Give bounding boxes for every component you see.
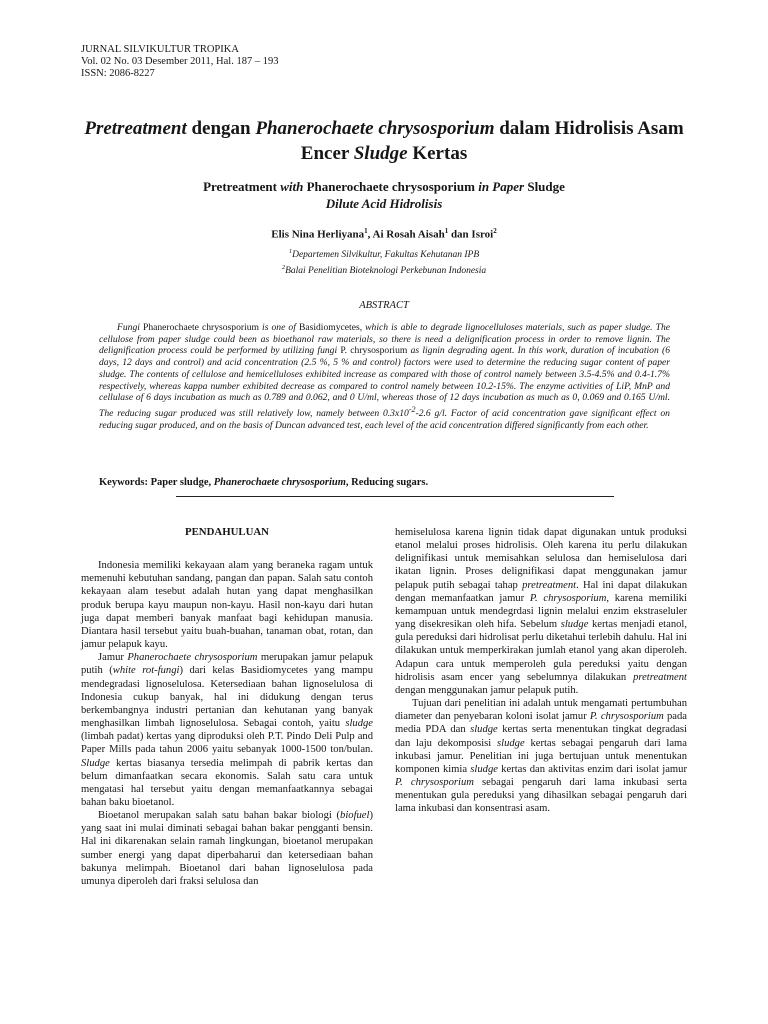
paragraph-text: pretreatment	[633, 671, 687, 683]
subtitle-part: Phanerochaete chrysosporium	[303, 179, 479, 194]
paragraph-text: sludge	[470, 763, 498, 775]
paragraph-text: , karena memiliki kemampuan untuk mendegrdasi lignin melalui enzim ekstraseluler yang disekresikan oleh hifa. Sebelum	[395, 592, 687, 631]
author-sup: 1	[444, 227, 449, 235]
author-list	[80, 227, 688, 241]
subtitle-part: Pretreatment	[203, 179, 281, 194]
paragraph	[81, 559, 373, 651]
abstract-body	[99, 322, 670, 432]
paper-subtitle	[80, 178, 688, 212]
title-part: dengan	[186, 118, 256, 139]
paragraph-text: white rot-fungi	[112, 665, 180, 677]
journal-name: JURNAL SILVIKULTUR TROPIKA	[81, 44, 239, 55]
abstract-text: Phanerochaete chrysosporium	[142, 322, 259, 333]
keyword: Paper sludge,	[148, 477, 214, 488]
abstract-text: , which is able to degrade lignocelluloses materials, such as paper sludge. The cellulose from paper sludge could been as bioethanol raw materials, so there is need a delignification process in order to remove lignin. The delignification process could be performed by utilizing fungi	[99, 322, 670, 357]
separator-rule	[176, 496, 614, 497]
paragraph-text: kertas dan aktivitas enzim dari isolat jamur	[497, 763, 687, 775]
subtitle-part: Dilute Acid Hidrolisis	[325, 196, 443, 211]
affiliation-text: Balai Penelitian Bioteknologi Perkebunan Indonesia	[285, 265, 487, 276]
section-heading: PENDAHULUAN	[185, 526, 269, 538]
keywords	[99, 477, 670, 488]
paragraph-text: kertas biasanya tersedia melimpah di pabrik kertas dan belum dimanfaatkan secara ekonomis. Salah satu cara untuk mengatasi hal tersebut yaitu dengan memanfaatkannya sebagai bahan baku bioetanol.	[81, 757, 373, 808]
affiliation	[80, 262, 688, 278]
keyword: , Reducing sugars.	[345, 477, 429, 488]
paragraph-text: (limbah padat) kertas yang diproduksi oleh P.T. Pindo Deli Pulp and Paper Mills pada tahun 2006 yaitu sebanyak 1000-1500 ton/bulan.	[81, 731, 373, 756]
paragraph	[395, 526, 687, 697]
paragraph-text: kertas serta menentukan tingkat degradasi dan laju dekomposisi	[395, 724, 688, 749]
paragraph-text: kertas sebagai pengaruh dari lama inkubasi jamur. Penelitian ini juga bertujuan untuk menentukan komponen kimia	[395, 737, 688, 775]
paragraph-text: pada media PDA dan	[395, 711, 687, 736]
author-name: Elis Nina Herliyana	[271, 228, 365, 241]
paragraph-text: biofuel	[340, 810, 370, 822]
affiliation-text: Departemen Silvikultur, Fakultas Kehutanan IPB	[292, 250, 480, 261]
subtitle-part: with	[280, 179, 304, 194]
author-name: , Ai Rosah Aisah	[367, 228, 445, 241]
abstract-text: as lignin degrading agent. In this work, duration of incubation (6 days, 12 days and control) and acid concentration (2.5 %, 5 % and control) factors were used to determine the reducing sugar content of paper sludge. The contents of cellulose and hemicelluloses exhibited increase as compared with those of control namely between 3.5-4.5% and 0.4-1.7% respectively, whereas kappa number exhibited decrease as compared to control namely between 10.2-15%. The enzyme activities of LiP, MnP and cellulase of 6 days incubation as much as 0.789 and 0.062, and 0 U/ml, whereas those of 12 days incubation as much as 0, 0.069 and 0.165 U/ml. The reducing sugar produced was still relatively low, namely between 0.3x10	[99, 345, 670, 420]
paragraph-text: . Hal ini dapat dilakukan dengan memanfaatkan jamur	[395, 579, 687, 604]
subtitle-line	[80, 195, 688, 212]
subtitle-line	[80, 178, 688, 195]
paragraph	[81, 809, 373, 888]
paragraph-text: Jamur	[98, 652, 128, 664]
paragraph-text: dengan menggunakan jamur pelapuk putih.	[395, 684, 579, 696]
paragraph-text: merupakan jamur pelapuk putih (	[81, 652, 373, 677]
left-column	[81, 526, 373, 888]
author-sup: 2	[493, 227, 497, 235]
abstract-heading: ABSTRACT	[359, 300, 409, 311]
affiliations	[80, 246, 688, 277]
paragraph-text: sludge	[560, 619, 589, 631]
title-part: dalam Hidrolisis Asam Encer	[300, 118, 684, 164]
abstract-text: Basidiomycetes	[298, 322, 360, 333]
paragraph-text: Bioetanol merupakan salah satu bahan bakar biologi (	[98, 810, 341, 822]
paper-title	[70, 116, 698, 166]
paragraph-text: Phanerochaete chrysosporium	[127, 652, 258, 664]
subtitle-part: Sludge	[524, 179, 565, 194]
paragraph	[81, 651, 373, 809]
affiliation-sup: 1	[288, 248, 293, 255]
paragraph-text: ) yang saat ini mulai diminati sebagai bahan bakar pengganti bensin. Hal ini dikarenakan selain ramah lingkungan, bioetanol merupakan sumber energi yang dapat diperbaharui dan ketersediaan bahan bakunya melimpah. Bioetanol dari bahan lignoselulosa pada umunya diperoleh dari fraksi selulosa dan	[81, 810, 373, 887]
paragraph-text: P. chrysosporium	[589, 711, 664, 723]
title-part: Sludge	[353, 143, 408, 164]
affiliation	[80, 246, 688, 262]
paragraph-text: ) dari kelas Basidiomycetes yang mampu mendegradasi lignoselulosa. Ketersediaan bahan lignoselulosa di Indonesia cukup banyak, hal ini didukung dengan terus berkembangnya industri pertanian dan kehutanan yang banyak menghasilkan limbah lignoselulosa. Sebagai contoh, yaitu	[81, 665, 373, 730]
subtitle-part: in Paper	[478, 179, 525, 194]
abstract-text: Fungi	[117, 322, 143, 333]
abstract-text: is one of	[259, 322, 299, 333]
paragraph-text: hemiselulosa karena lignin tidak dapat digunakan untuk produksi etanol melalui proses hidrolisis. Oleh karena itu perlu dilakukan delignifikasi untuk memisahkan selulosa dan hemiselulosa dari ikatan lignin. Proses delignifikasi dapat menggunakan jamur pelapuk putih sebagai tahap	[395, 527, 687, 591]
author-name: dan Isroi	[448, 228, 494, 241]
abstract-sup: -2	[408, 404, 416, 414]
title-part: Pretreatment	[84, 118, 187, 139]
paragraph-text: P. chrysosporium	[529, 592, 607, 604]
title-part: Phanerochaete chrysosporium	[255, 118, 495, 139]
journal-issue: Vol. 02 No. 03 Desember 2011, Hal. 187 – 193	[81, 56, 279, 67]
paragraph-text: sludge	[497, 737, 525, 749]
abstract-text: -2.6 g/l. Factor of acid concentration gave significant effect on reducing sugar produced, and on the basis of Duncan advanced test, each level of the acid concentration differed significantly from each other.	[99, 408, 670, 431]
paragraph-text: sludge	[345, 718, 373, 730]
abstract-text: P. chrysosporium	[340, 345, 408, 357]
paragraph-text: kertas menjadi etanol, gula pereduksi dari hidrolisat perlu diketahui terlebih dahulu. Hal ini dilakukan untuk memperkirakan jumlah etanol yang akan diperoleh. Adapun cara untuk memperoleh gula pereduksi yaitu dengan hidrolisis asam encer yang sebelumnya dilakukan	[395, 619, 688, 683]
paragraph-text: pretreatment	[522, 579, 577, 591]
author-sup: 1	[364, 227, 368, 235]
paragraph-text: Sludge	[81, 757, 110, 769]
paragraph-text: sludge	[470, 724, 498, 736]
paragraph-text: Indonesia memiliki kekayaan alam yang beraneka ragam untuk memenuhi kebutuhan sandang, pangan dan papan. Salah satu contoh kekayaan alam tesebut adalah hutan yang dapat menghasilkan produk berupa kayu maupun non-kayu. Hasil non-kayu dari hutan juga dapat memberi banyak manfaat bagi kehidupan manusia. Diantara hasil tersebut yaitu buah-buahan, tanaman obat, rotan, dan jamur pelapuk kayu.	[81, 560, 373, 651]
keywords-label: Keywords:	[99, 477, 148, 488]
journal-issn: ISSN: 2086-8227	[81, 68, 155, 79]
right-column	[395, 526, 687, 815]
journal-header	[81, 44, 278, 80]
title-part: Kertas	[407, 143, 468, 164]
paragraph-text: Tujuan dari penelitian ini adalah untuk mengamati pertumbuhan diameter dan penyebaran koloni isolat jamur	[395, 698, 687, 723]
paragraph-text: sebagai pengaruh dari lama inkubasi serta menentukan gula pereduksi yang dihasilkan sebagai pengaruh dari lama inkubasi dan konsentrasi asam.	[395, 776, 687, 815]
affiliation-sup: 2	[281, 263, 286, 271]
keyword: Phanerochaete chrysosporium	[213, 477, 346, 488]
paragraph	[395, 697, 687, 815]
paragraph-text: P. chrysosporium	[395, 776, 474, 788]
